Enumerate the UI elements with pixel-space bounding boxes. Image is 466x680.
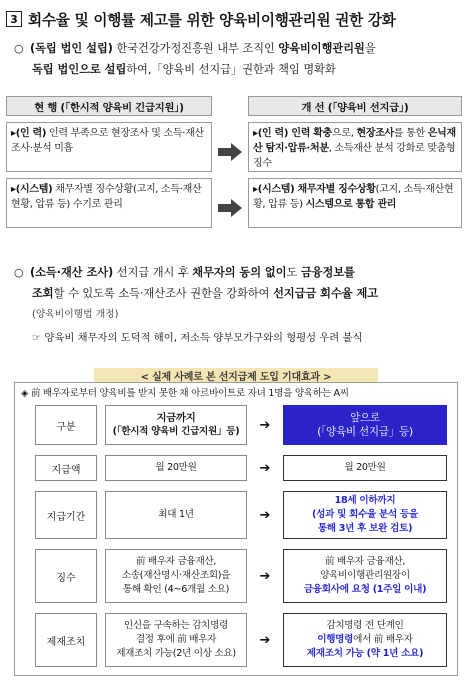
arrow-right-icon: ➔ <box>259 632 271 648</box>
cell-line: 결정 후에 前 배우자 <box>135 634 217 645</box>
current-header: 현 행 (「한시적 양육비 긴급지원」) <box>6 96 212 116</box>
cell-text: 에서 前 배우자 <box>353 634 413 645</box>
cell-tag: ▸(인 력) <box>11 128 47 139</box>
cell-line: (「양육비 선지급」등) <box>317 426 413 438</box>
cell-line: 양육비이행관리원장이 <box>320 570 410 581</box>
expected-effect-box <box>14 382 458 676</box>
bullet-marker: ○ <box>14 42 24 55</box>
improve-manpower-cell <box>248 122 462 172</box>
cell-line: (「한시적 양육비 긴급지원」등) <box>112 426 240 437</box>
cell-line: 통해 3년 후 보완 검토) <box>317 523 413 534</box>
cell-line: 감치명령 전 단계인 <box>326 620 404 631</box>
cell-line: 18세 이하까지 <box>334 495 396 506</box>
bullet-bold-text: 금융정보를 <box>300 266 355 279</box>
improve-system-cell <box>248 178 462 228</box>
cell-line: 제재조치 가능 (약 1년 소요) <box>306 648 424 659</box>
bullet-bold-text: 양육비이행관리원 <box>278 42 365 55</box>
arrow-right-icon: ➔ <box>259 568 271 584</box>
cell-line: 금융회사에 요청 (1주일 이내) <box>303 584 427 595</box>
improve-header: 개 선 (「양육비 선지급」) <box>248 96 462 116</box>
current-column <box>6 96 212 228</box>
new-cell <box>283 491 447 539</box>
cell-line: 前 배우자 금융재산, <box>324 556 406 567</box>
cell-bold: 은닉재산 탐지·압류·처분 <box>253 128 456 154</box>
arrow-right-icon <box>218 143 242 161</box>
section-number: 3 <box>6 11 22 27</box>
table-row <box>35 455 447 481</box>
cell-line: (성과 및 회수율 분석 등을 <box>312 509 418 520</box>
cell-line: 소송(재산명시·재산조회)을 <box>121 570 231 581</box>
table-row <box>35 491 447 539</box>
row-label: 제재조치 <box>35 613 97 667</box>
current-system-cell <box>6 178 212 228</box>
cell-line: 제재조치 가능(2년 이상 소요) <box>116 648 236 659</box>
table-row <box>35 405 447 445</box>
row-label: 구분 <box>35 405 97 445</box>
old-cell <box>105 405 247 445</box>
bullet-bold-text: 채무자의 동의 없이 <box>192 266 287 279</box>
cell-line: 통해 확인 (4~6개월 소요) <box>122 584 230 595</box>
bullet-text: 선지급 개시 후 <box>113 266 193 279</box>
bullet-text: 을 <box>364 42 376 55</box>
new-cell <box>283 549 447 603</box>
law-note: (양육비이행법 개정) <box>32 309 119 320</box>
row-label: 징수 <box>35 549 97 603</box>
bullet-text: 한국건강가정진흥원 내부 조직인 <box>112 42 279 55</box>
cell-line: 前 배우자 금융재산, <box>135 556 217 567</box>
bullet-label: (소득·재산 조사) <box>30 266 114 279</box>
bullet-bold-text: 선지급금 회수율 제고 <box>273 287 379 300</box>
old-cell <box>105 613 247 667</box>
bullet-marker: ○ <box>14 266 24 279</box>
pointing-hand-icon: ☞ <box>32 332 42 344</box>
row-label: 지급액 <box>35 455 97 481</box>
bullet-text: 하여,「양육비 선지급」권한과 책임 명확화 <box>126 63 336 76</box>
cell-text: 를 통한 <box>393 128 428 139</box>
section-heading <box>6 6 462 32</box>
section-title: 회수율 및 이행률 제고를 위한 양육비이행관리원 권한 강화 <box>28 11 396 29</box>
cell-line: 지금까지 <box>156 412 196 424</box>
new-cell <box>283 405 447 445</box>
bullet-text: 도 <box>286 266 301 279</box>
arrow-right-icon: ➔ <box>259 507 271 523</box>
new-cell <box>283 613 447 667</box>
arrow-right-icon: ➔ <box>259 460 271 476</box>
cell-text: 인력 부족으로 현장조사 및 소득·재산 조사·분석 미흡 <box>11 128 204 154</box>
cell-line <box>317 633 413 647</box>
bullet-bold-text: 독립 법인으로 설립 <box>32 63 127 76</box>
table-row <box>35 613 447 667</box>
cell-text: 으로, <box>331 128 357 139</box>
bullet-income-asset-survey <box>14 262 458 349</box>
case-description: ◈ 前 배우자로부터 양육비를 받지 못한 채 아르바이트로 자녀 1명을 양육하는 A씨 <box>21 388 349 399</box>
cell-bold: 인력 확충 <box>288 128 332 139</box>
cell-line: 인신을 구속하는 감치명령 <box>123 620 229 631</box>
cell-text: (고지, 소득·재산현황, 압류 등) <box>253 184 454 210</box>
expected-effect-banner: < 실제 사례로 본 선지급제 도입 기대효과 > <box>94 368 378 382</box>
cell-tag: ▸(시스템) <box>11 184 53 195</box>
cell-bold: 현장조사 <box>356 128 394 139</box>
arrow-right-icon: ➔ <box>259 417 271 433</box>
cell-tag: ▸(시스템) <box>253 184 295 195</box>
new-cell: 월 20만원 <box>283 455 447 481</box>
bullet-independent-corporation <box>14 38 458 80</box>
sub-bullet <box>14 328 458 349</box>
cell-tag: ▸(인 력) <box>253 128 289 139</box>
expected-effect-panel <box>14 368 458 676</box>
comparison-table <box>6 96 462 242</box>
old-cell <box>105 549 247 603</box>
cell-text: 채무자별 징수상황(고지, 소득·재산현황, 압류 등) 수기로 관리 <box>11 184 202 210</box>
cell-line: 앞으로 <box>350 412 380 424</box>
cell-bold: 시스템으로 통합 관리 <box>305 199 397 210</box>
row-label: 지급기간 <box>35 491 97 539</box>
bullet-label: (독립 법인 설립) <box>30 42 113 55</box>
cell-bold: 채무자별 징수상황 <box>294 184 376 195</box>
bullet-text: 할 수 있도록 소득·재산조사 권한을 강화하여 <box>53 287 274 300</box>
bullet-bold-text: 조회 <box>32 287 54 300</box>
cell-text: , 소득재산 분석 강화로 맞춤형 징수 <box>253 143 456 169</box>
sub-bullet-text: 양육비 채무자의 도덕적 해이, 저소득 양부모가구와의 형평성 우려 불식 <box>41 332 363 344</box>
table-row <box>35 549 447 603</box>
old-cell: 최대 1년 <box>105 491 247 539</box>
current-manpower-cell <box>6 122 212 172</box>
old-cell: 월 20만원 <box>105 455 247 481</box>
arrow-right-icon <box>218 199 242 217</box>
cell-bold: 이행명령 <box>317 634 354 645</box>
improve-column <box>248 96 462 228</box>
